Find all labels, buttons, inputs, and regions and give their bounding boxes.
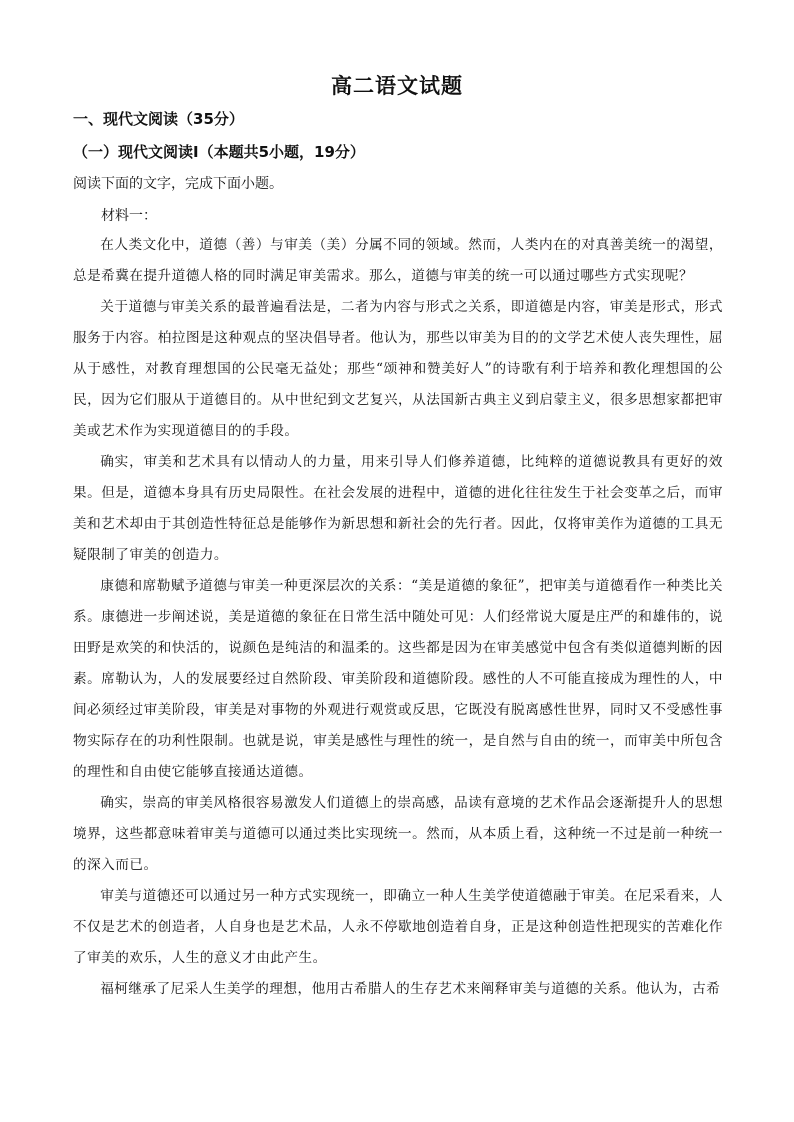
passage-paragraph-7: 福柯继承了尼采人生美学的理想，他用古希腊人的生存艺术来阐释审美与道德的关系。他认为，古希	[100, 981, 721, 997]
material-label: 材料一：	[101, 208, 157, 224]
passage-body	[73, 230, 723, 1005]
reading-instruction: 阅读下面的文字，完成下面小题。	[73, 176, 283, 192]
passage-paragraph-1: 在人类文化中，道德（善）与审美（美）分属不同的领域。然而，人类内在的对真善美统一的渴望，总是希冀在提升道德人格的同时满足审美需求。那么，道德与审美的统一可以通过哪些方式实现呢？	[73, 237, 723, 284]
section-heading: 一、现代文阅读（35分）	[73, 110, 244, 128]
passage-paragraph-6: 审美与道德还可以通过另一种方式实现统一，即确立一种人生美学使道德融于审美。在尼采看来，人不仅是艺术的创造者，人自身也是艺术品，人永不停歇地创造着自身，正是这种创造性把现实的苦难化作了审美的欢乐，人生的意义才由此产生。	[73, 888, 723, 966]
passage-paragraph-2: 关于道德与审美关系的最普遍看法是，二者为内容与形式之关系，即道德是内容，审美是形式，形式服务于内容。柏拉图是这种观点的坚决倡导者。他认为，那些以审美为目的的文学艺术使人丧失理性，屈从于感性，对教育理想国的公民毫无益处；那些“颂神和赞美好人”的诗歌有利于培养和教化理想国的公民，因为它们服从于道德目的。从中世纪到文艺复兴，从法国新古典主义到启蒙主义，很多思想家都把审美或艺术作为实现道德目的的手段。	[73, 299, 723, 439]
passage-paragraph-3: 确实，审美和艺术具有以情动人的力量，用来引导人们修养道德，比纯粹的道德说教具有更好的效果。但是，道德本身具有历史局限性。在社会发展的进程中，道德的进化往往发生于社会变革之后，而审美和艺术却由于其创造性特征总是能够作为新思想和新社会的先行者。因此，仅将审美作为道德的工具无疑限制了审美的创造力。	[73, 454, 723, 563]
page-title: 高二语文试题	[331, 74, 463, 98]
passage-paragraph-4: 康德和席勒赋予道德与审美一种更深层次的关系：“美是道德的象征”，把审美与道德看作一种类比关系。康德进一步阐述说，美是道德的象征在日常生活中随处可见：人们经常说大厦是庄严的和雄伟的，说田野是欢笑的和快活的，说颜色是纯洁的和温柔的。这些都是因为在审美感觉中包含有类似道德判断的因素。席勒认为，人的发展要经过自然阶段、审美阶段和道德阶段。感性的人不可能直接成为理性的人，中间必须经过审美阶段，审美是对事物的外观进行观赏或反思，它既没有脱离感性世界，同时又不受感性事物实际存在的功利性限制。也就是说，审美是感性与理性的统一，是自然与自由的统一，而审美中所包含的理性和自由使它能够直接通达道德。	[73, 578, 723, 780]
passage-paragraph-5: 确实，崇高的审美风格很容易激发人们道德上的崇高感，品读有意境的艺术作品会逐渐提升人的思想境界，这些都意味着审美与道德可以通过类比实现统一。然而，从本质上看，这种统一不过是前一种统一的深入而已。	[73, 795, 723, 873]
subsection-heading: （一）现代文阅读Ⅰ（本题共5小题，19分）	[73, 143, 365, 161]
